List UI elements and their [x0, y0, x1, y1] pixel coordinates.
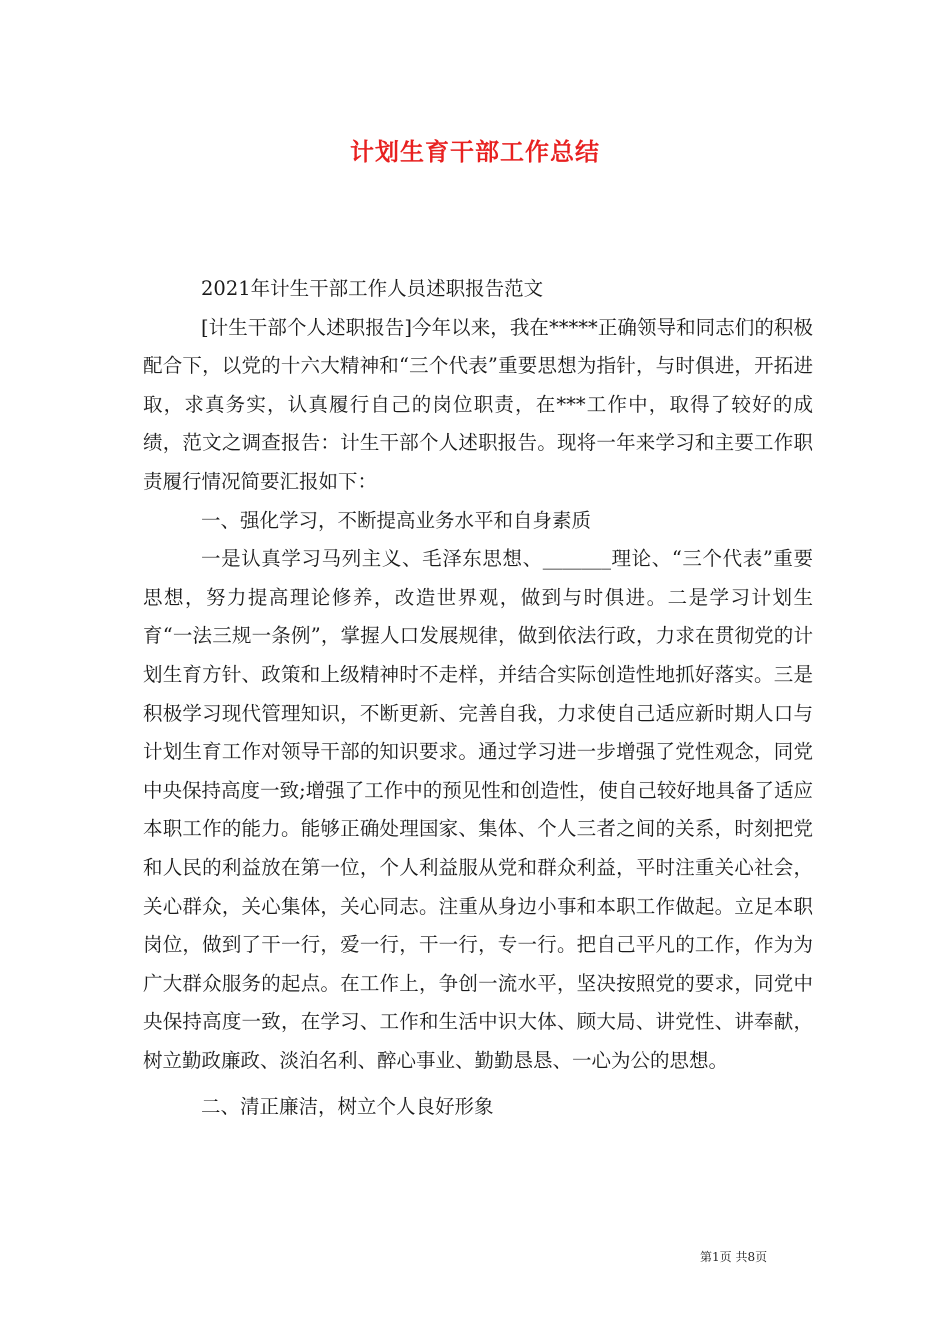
section-heading-1: 一、强化学习，不断提高业务水平和自身素质 — [201, 508, 592, 532]
paragraph-section-1: 一是认真学习马列主义、毛泽东思想、_______理论、“三个代表”重要思想，努力提高理论修养，改造世界观，做到与时俱进。二是学习计划生育“一法三规一条例”，掌握人口发展规律，做到依法行政，力求在贯彻党的计划生育方针、政策和上级精神时不走样，并结合实际创造性地抓好落实。三是积极学习现代管理知识，不断更新、完善自我，力求使自己适应新时期人口与计划生育工作对领导干部的知识要求。通过学习进一步增强了党性观念，同党中央保持高度一致;增强了工作中的预见性和创造性，使自己较好地具备了适应本职工作的能力。能够正确处理国家、集体、个人三者之间的关系，时刻把党和人民的利益放在第一位，个人利益服从党和群众利益，平时注重关心社会，关心群众，关心集体，关心同志。注重从身边小事和本职工作做起。立足本职岗位，做到了干一行，爱一行，干一行，专一行。把自己平凡的工作，作为为广大群众服务的起点。在工作上，争创一流水平，坚决按照党的要求，同党中央保持高度一致，在学习、工作和生活中识大体、顾大局、讲党性、讲奉献，树立勤政廉政、淡泊名利、醉心事业、勤勤恳恳、一心为公的思想。 — [143, 547, 813, 1072]
document-body — [143, 270, 813, 1127]
section-heading-2: 二、清正廉洁，树立个人良好形象 — [201, 1095, 494, 1119]
page-footer: 第1页 共8页 — [700, 1250, 768, 1264]
paragraph-heading-intro: 2021年计生干部工作人员述职报告范文 — [201, 277, 544, 300]
paragraph-intro: [计生干部个人述职报告]今年以来，我在*****正确领导和同志们的积极配合下，以党的十六大精神和“三个代表”重要思想为指针，与时俱进，开拓进取，求真务实，认真履行自己的岗位职责，在***工作中，取得了较好的成绩，范文之调查报告：计生干部个人述职报告。现将一年来学习和主要工作职责履行情况简要汇报如下： — [143, 315, 813, 493]
document-title: 计划生育干部工作总结 — [350, 138, 600, 166]
